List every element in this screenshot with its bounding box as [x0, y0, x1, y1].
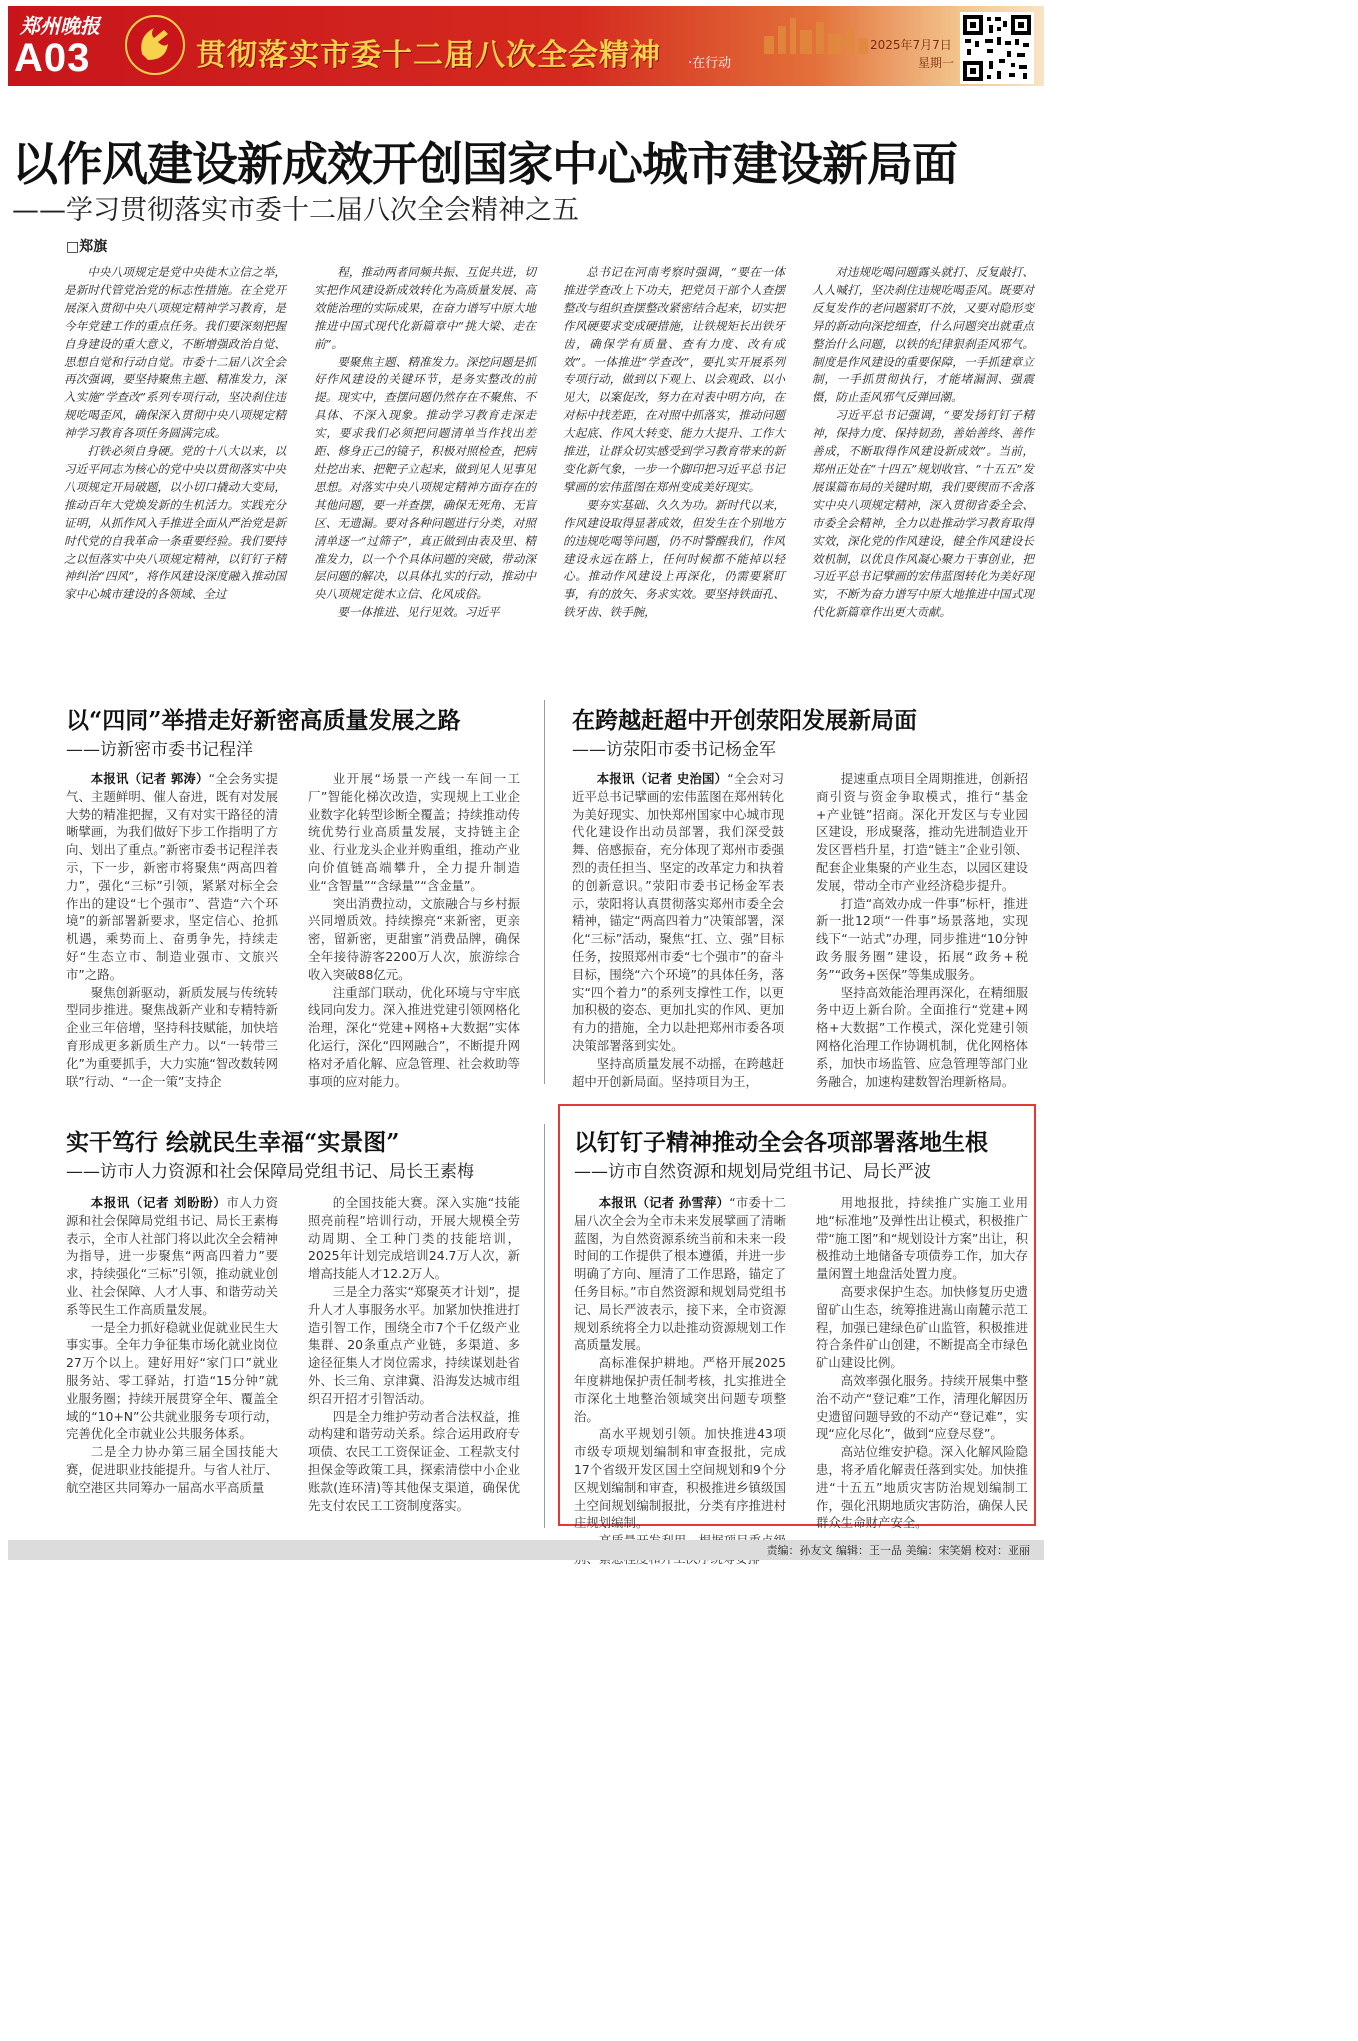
banner-title: 贯彻落实市委十二届八次全会精神 [196, 38, 661, 73]
paragraph: 突出消费拉动，文旅融合与乡村振兴同增质效。持续擦亮“来新密，更亲密，留新密，更甜蜜”消费品牌，确保全年接待游客2200万人次，旅游综合收入突破88亿元。 [308, 895, 520, 982]
paragraph: 高水平规划引领。加快推进43项市级专项规划编制和审查报批，完成17个省级开发区国土空间规划和9个分区规划编制和审查，积极推进乡镇级国土空间规划编制报批，分类有序推进村庄规划编制。 [574, 1426, 786, 1531]
byline: 本报讯（记者 孙雪萍） [598, 1195, 730, 1210]
column-divider [544, 1124, 545, 1528]
paragraph: 本报讯（记者 史治国）“全会对习近平总书记擘画的宏伟蓝图在郑州转化为美好现实、加快郑州国家中心城市现代化建设作出动员部署，我们深受鼓舞、倍感振奋，充分体现了郑州市委强烈的责任担当、坚定的改革定力和执着的创新意识。”荥阳市委书记杨金军表示，荥阳将认真贯彻落实郑州市委全会精神，锚定“两高四着力”决策部署，深化“三标”活动，聚焦“扛、立、强”目标任务，按照郑州市委“七个强市”的奋斗目标，围绕“六个环境”的具体任务，落实“四个着力”的系列支撑性工作，以更加积极的姿态、更加扎实的作风、更加有力的措施，全力以赴把郑州市委各项决策部署落到实处。 [572, 771, 784, 1053]
paragraph: 坚持高效能治理再深化，在精细服务中迈上新台阶。全面推行“党建+网格+大数据”工作模式，深化党建引领网格化治理工作协调机制，优化网格体系，加快市场监管、应急管理等部门业务融合，加速构建数智治理新格局。 [816, 984, 1028, 1089]
paragraph: 三是全力落实“郑聚英才计划”，提升人才人事服务水平。加紧加快推进打造引智工作，围绕全市7个千亿级产业集群、20条重点产业链，多渠道、多途径征集人才岗位需求，持续谋划赴省外、长三角、京津冀、沿海发达城市组织召开招才引智活动。 [308, 1283, 520, 1406]
paragraph: 本报讯（记者 郭涛）“全会务实提气、主题鲜明、催人奋进，既有对发展大势的精准把握，又有对实干路径的清晰擘画，为我们做好下步工作指明了方向、划出了重点。”新密市委书记程洋表示，下一步，新密市将聚焦“两高四着力”，强化“三标”引领，紧紧对标全会作出的建设“七个强市”、营造“六个环境”的新部署新要求，坚定信心、抢抓机遇，乘势而上、奋勇争先，持续走好“生态立市、制造业强市、文旅兴市”之路。 [66, 771, 278, 982]
banner-subtitle: ·在行动 [688, 56, 732, 71]
paragraph: 一是全力抓好稳就业促就业民生大事实事。全年力争征集市场化就业岗位27万个以上。建好用好“家门口”就业服务站、零工驿站，打造“15分钟”就业服务圈；持续开展贯穿全年、覆盖全域的“10+N”公共就业服务专项行动，完善优化全市就业公共服务体系。 [66, 1319, 278, 1442]
paragraph: 业开展“场景一产线一车间一工厂”智能化梯次改造，实现规上工业企业数字化转型诊断全覆盖；持续推动传统优势行业高质量发展，支持链主企业、行业龙头企业并购重组，推动产业向价值链高端攀升，全力提升制造业“含智量”“含绿量”“含金量”。 [308, 771, 520, 893]
paper-name: 郑州晚报 [20, 14, 100, 38]
article-headline: 以钉钉子精神推动全会各项部署落地生根 [574, 1129, 988, 1156]
lead-column [64, 264, 286, 662]
paragraph: 中央八项规定是党中央徙木立信之举，是新时代管党治党的标志性措施。在全党开展深入贯彻中央八项规定精神学习教育，是今年党建工作的重点任务。我们要深刻把握自身建设的重大意义，不断增强政治自觉、思想自觉和行动自觉。市委十二届八次全会再次强调，要坚持聚焦主题、精准发力，深入实施“学查改”系列专项行动，坚决刹住违规吃喝歪风，确保深入贯彻中央八项规定精神学习教育各项任务圆满完成。 [64, 265, 286, 441]
lead-author: □郑旗 [66, 239, 108, 255]
party-emblem-icon [124, 14, 186, 76]
paragraph: 高要求保护生态。加快修复历史遗留矿山生态，统筹推进嵩山南麓示范工程，加强已建绿色矿山监管，积极推进符合条件矿山创建，不断提高全市绿色矿山建设比例。 [816, 1283, 1028, 1371]
paragraph: 程，推动两者同频共振、互促共进，切实把作风建设新成效转化为高质量发展、高效能治理的实际成果，在奋力谱写中原大地推进中国式现代化新篇章中“挑大梁、走在前”。 [314, 265, 536, 351]
city-skyline-icon [760, 14, 870, 54]
editor-credits: 责编：孙友文 编辑：王一品 美编：宋笑娟 校对：亚丽 [766, 1544, 1030, 1557]
paragraph: 的全国技能大赛。深入实施“技能照亮前程”培训行动，开展大规模全劳动周期、全工种门类的技能培训，2025年计划完成培训24.7万人次，新增高技能人才12.2万人。 [308, 1195, 520, 1282]
paragraph: 打铁必须自身硬。党的十八大以来，以习近平同志为核心的党中央以贯彻落实中央八项规定开局破题，以小切口撬动大变局，推动百年大党焕发新的生机活力。实践充分证明，从抓作风入手推进全面从严治党是新时代党的自我革命一条重要经验。我们要持之以恒落实中央八项规定精神，以钉钉子精神纠治“四风”，将作风建设深度融入推动国家中心城市建设的各领域、全过 [64, 444, 286, 602]
byline: 本报讯（记者 郭涛） [90, 771, 209, 786]
column-divider [544, 700, 545, 1084]
article-headline: 实干笃行 绘就民生幸福“实景图” [66, 1129, 400, 1156]
article-column [66, 1194, 278, 1528]
lead-column [812, 264, 1034, 662]
paragraph: 打造“高效办成一件事”标杆，推进新一批12项“一件事”场景落地，实现线下“一站式”办理，同步推进“10分钟政务服务圈”建设，拓展“政务+税务”“政务+医保”等集成服务。 [816, 895, 1028, 982]
article-headline: 在跨越赶超中开创荥阳发展新局面 [572, 707, 917, 734]
article-column [574, 1194, 786, 1531]
article-subheadline: ——访新密市委书记程洋 [66, 740, 253, 760]
page-number: A03 [14, 36, 91, 80]
qr-code-icon[interactable] [960, 12, 1034, 84]
paragraph: 要夯实基础、久久为功。新时代以来，作风建设取得显著成效，但发生在个别地方的违规吃喝等问题，仍不时警醒我们，作风建设永远在路上，任何时候都不能掉以轻心。推动作风建设上再深化，仍需要紧盯事，有的放矢、务求实效。要坚持铁面孔、铁牙齿、铁手腕， [563, 497, 785, 620]
paragraph: 注重部门联动，优化环境与守牢底线同向发力。深入推进党建引领网格化治理，深化“党建+网格+大数据”实体化运行，深化“四网融合”，不断提升网格对矛盾化解、应急管理、社会救助等事项的应对能力。 [308, 984, 520, 1089]
article-column [308, 770, 520, 1089]
article-column [66, 770, 278, 1089]
byline: 本报讯（记者 刘盼盼） [90, 1195, 227, 1210]
lead-column [563, 264, 785, 662]
paragraph: 用地报批，持续推广实施工业用地“标准地”及弹性出让模式，积极推广带“施工图”和“规划设计方案”出让，积极推动土地储备专项债券工作，加大存量闲置土地盘活处置力度。 [816, 1195, 1028, 1282]
paragraph: 本报讯（记者 刘盼盼）市人力资源和社会保障局党组书记、局长王素梅表示，全市人社部门将以此次全会精神为指导，进一步聚焦“两高四着力”要求，持续强化“三标”引领，推动就业创业、社会保障、人才人事、和谐劳动关系等民生工作高质量发展。 [66, 1195, 278, 1317]
issue-weekday: 星期一 [918, 56, 955, 70]
masthead [0, 0, 1044, 92]
paragraph: 高标准保护耕地。严格开展2025年度耕地保护责任制考核，扎实推进全市深化土地整治领域突出问题专项整治。 [574, 1355, 786, 1424]
article-column [572, 770, 784, 1089]
lead-column [314, 264, 536, 662]
article-column [308, 1194, 520, 1528]
paragraph: 四是全力维护劳动者合法权益，推动构建和谐劳动关系。综合运用政府专项债、农民工工资保证金、工程款支付担保金等政策工具，探索清偿中小企业账款(连环清)等其他保支渠道，确保优先支付农民工工资制度落实。 [308, 1408, 520, 1513]
article-column [816, 770, 1028, 1089]
article-subheadline: ——访荥阳市委书记杨金军 [572, 740, 776, 760]
article-subheadline: ——访市人力资源和社会保障局党组书记、局长王素梅 [66, 1162, 474, 1182]
issue-date: 2025年7月7日 [870, 38, 952, 52]
byline: 本报讯（记者 史治国） [596, 771, 728, 786]
paragraph: 高效率强化服务。持续开展集中整治不动产“登记难”工作，清理化解因历史遗留问题导致的不动产“登记难”，实现“应化尽化”，做到“应登尽登”。 [816, 1372, 1028, 1442]
paragraph: 要聚焦主题、精准发力。深挖问题是抓好作风建设的关键环节，是务实整改的前提。现实中，查摆问题仍然存在不聚焦、不具体、不深入现象。推动学习教育走深走实，要求我们必须把问题清单当作找出差距、修身正己的镜子，积极对照检查，把病灶挖出来、把靶子立起来，做到见人见事见思想。对落实中央八项规定精神方面存在的其他问题，要一并查摆，确保无死角、无盲区、无遗漏。要对各种问题进行分类，对照清单逐一“过筛子”，真正做到由表及里、精准发力，以一个个具体问题的突破，带动深层问题的解决，以具体扎实的行动，推动中央八项规定徙木立信、化风成俗。 [314, 354, 536, 602]
paragraph: 要一体推进、见行见效。习近平 [337, 605, 500, 620]
paragraph: 习近平总书记强调，“要发扬钉钉子精神，保持力度、保持韧劲，善始善终、善作善成，不断取得作风建设新成效”。当前，郑州正处在“十四五”规划收官、“十五五”发展谋篇布局的关键时期，我们要锲而不舍落实中央八项规定精神，深入贯彻省委全会、市委全会精神，全力以赴推动学习教育取得实效，深化党的作风建设，健全作风建设长效机制，以优良作风凝心聚力干事创业，把习近平总书记擘画的宏伟蓝图转化为美好现实，不断为奋力谱写中原大地推进中国式现代化新篇章作出更大贡献。 [812, 408, 1034, 620]
paragraph: 高站位维安护稳。深入化解风险隐患，将矛盾化解责任落到实处。加快推进“十五五”地质灾害防治规划编制工作，强化汛期地质灾害防治，确保人民群众生命财产安全。 [816, 1444, 1028, 1531]
paragraph: 聚焦创新驱动，新质发展与传统转型同步推进。聚焦战新产业和专精特新企业三年倍增，坚持科技赋能，加快培育形成更多新质生产力。以“一转带三化”为重要抓手，大力实施“智改数转网联”行动、“一企一策”支持企 [66, 984, 278, 1089]
paragraph: 对违规吃喝问题露头就打、反复敲打、人人喊打，坚决刹住违规吃喝歪风。既要对反复发作的老问题紧盯不放，又要对隐形变异的新动向深挖细查，什么问题突出就重点整治什么问题，以铁的纪律狠刹歪风邪气。制度是作风建设的重要保障，一手抓建章立制，一手抓贯彻执行，才能堵漏洞、强震慑，防止歪风邪气反弹回潮。 [812, 265, 1034, 405]
paragraph: 坚持高质量发展不动摇，在跨越赶超中开创新局面。坚持项目为王， [572, 1055, 784, 1089]
paragraph: 二是全力协办第三届全国技能大赛，促进职业技能提升。与省人社厅、航空港区共同筹办一届高水平高质量 [66, 1444, 278, 1495]
article-headline: 以“四同”举措走好新密高质量发展之路 [66, 707, 461, 734]
paragraph: 提速重点项目全周期推进，创新招商引资与资金争取模式，推行“基金+产业链”招商。深化开发区与专业园区建设，形成聚落，推动先进制造业开发区晋档升星，打造“链主”企业引领、配套企业集聚的产业生态，以园区建设发展，带动全市产业经济稳步提升。 [816, 771, 1028, 893]
lead-headline: 以作风建设新成效开创国家中心城市建设新局面 [12, 137, 957, 191]
lead-subheadline: ——学习贯彻落实市委十二届八次全会精神之五 [12, 195, 579, 226]
article-subheadline: ——访市自然资源和规划局党组书记、局长严波 [574, 1162, 931, 1182]
paragraph: 总书记在河南考察时强调，“要在一体推进学查改上下功夫，把党员干部个人查摆整改与组织查摆整改紧密结合起来，切实把作风硬要求变成硬措施，让铁规矩长出铁牙齿，确保学有质量、查有力度、改有成效”。一体推进“学查改”，要扎实开展系列专项行动，做到以下观上、以会观政、以小见大，以案促改，努力在对表中明方向，在对标中找差距，在对照中抓落实，推动问题大起底、作风大转变、能力大提升、工作大推进，让群众切实感受到学习教育带来的新变化新气象，一步一个脚印把习近平总书记擘画的宏伟蓝图在郑州变成美好现实。 [563, 265, 785, 494]
footer-bar [8, 1540, 1044, 1560]
paragraph: 本报讯（记者 孙雪萍）“市委十二届八次全会为全市未来发展擘画了清晰蓝图，为自然资源系统当前和未来一段时间的工作提供了根本遵循，并进一步明确了方向、厘清了工作思路，锚定了任务目标。”市自然资源和规划局党组书记、局长严波表示，接下来，全市资源规划系统将全力以赴推动资源规划工作高质量发展。 [574, 1195, 786, 1353]
article-column [816, 1194, 1028, 1531]
